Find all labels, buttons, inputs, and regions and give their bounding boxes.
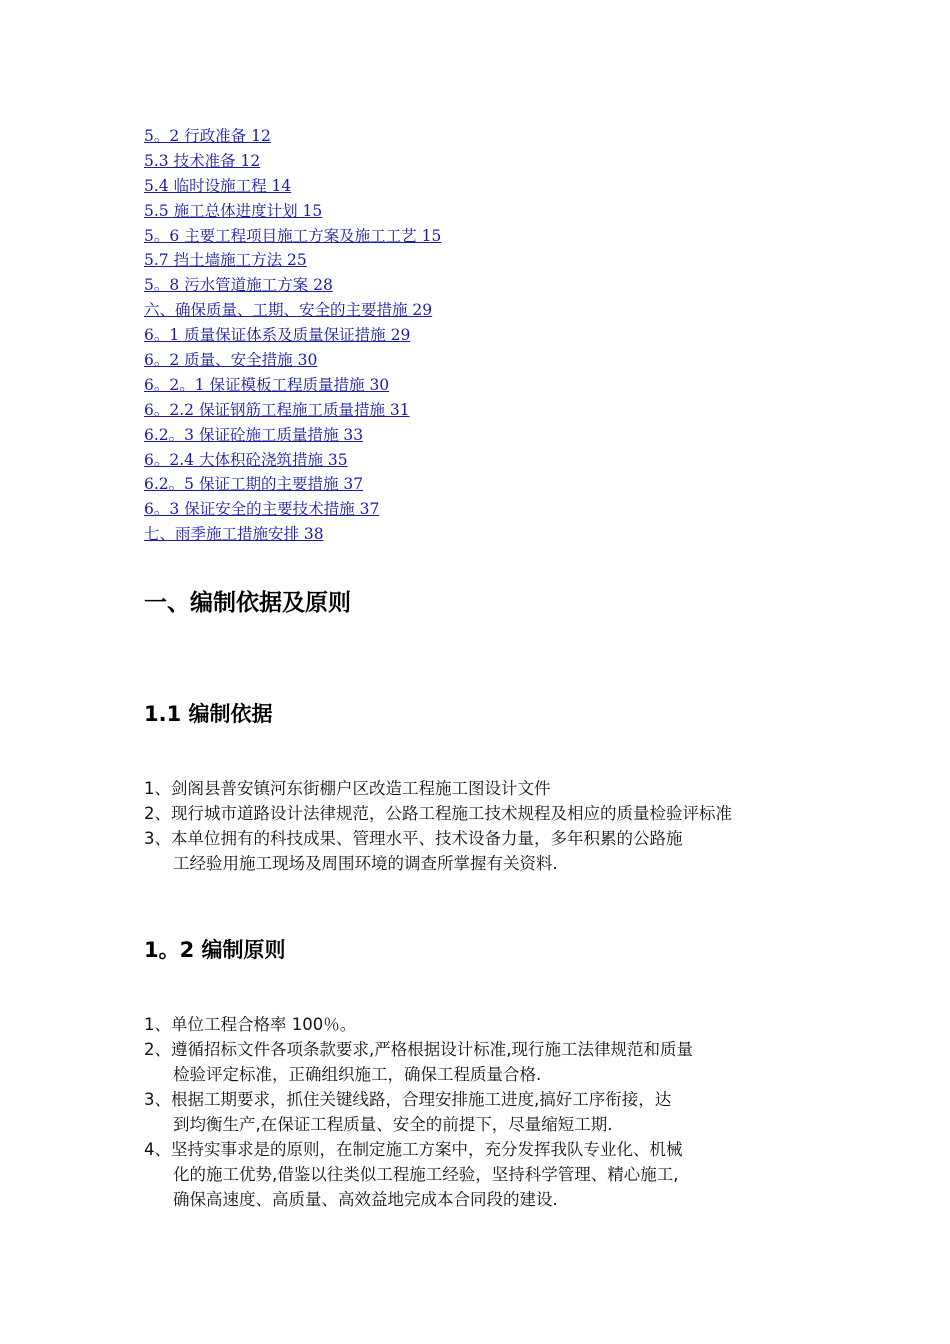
- item-text-continued: 到均衡生产,在保证工程质量、安全的前提下，尽量缩短工期.: [173, 1115, 613, 1134]
- item-text: 根据工期要求，抓住关键线路，合理安排施工进度,搞好工序衔接，达: [171, 1090, 672, 1109]
- toc-link[interactable]: 5。8 污水管道施工方案 28: [144, 276, 333, 295]
- toc-entry[interactable]: [144, 298, 441, 323]
- toc-link[interactable]: 5.4 临时设施工程 14: [144, 176, 292, 195]
- toc-link[interactable]: 6。3 保证安全的主要技术措施 37: [144, 500, 380, 519]
- list-item: [144, 776, 824, 801]
- toc-entry[interactable]: [144, 174, 441, 199]
- toc-link[interactable]: 6.2。3 保证砼施工质量措施 33: [144, 425, 364, 444]
- toc-link[interactable]: 6。2.2 保证钢筋工程施工质量措施 31: [144, 400, 410, 419]
- item-text: 本单位拥有的科技成果、管理水平、技术设备力量，多年积累的公路施: [171, 829, 683, 848]
- list-item: [144, 1012, 824, 1037]
- toc-entry[interactable]: [144, 497, 441, 522]
- toc-link[interactable]: 6.2。5 保证工期的主要措施 37: [144, 475, 364, 494]
- toc-link[interactable]: 6。2 质量、安全措施 30: [144, 351, 318, 370]
- item-number: 3、: [144, 829, 171, 848]
- toc-entry[interactable]: [144, 248, 441, 273]
- principles-list: [144, 1012, 824, 1212]
- toc-link[interactable]: 5。2 行政准备 12: [144, 127, 271, 145]
- list-item: [144, 1137, 824, 1212]
- toc-entry[interactable]: [144, 199, 441, 224]
- table-of-contents: [144, 124, 441, 547]
- item-number: 2、: [144, 804, 171, 823]
- toc-link[interactable]: 六、确保质量、工期、安全的主要措施 29: [144, 301, 433, 320]
- item-number: 1、: [144, 779, 171, 798]
- toc-link[interactable]: 5.5 施工总体进度计划 15: [144, 201, 323, 220]
- toc-link[interactable]: 5.7 挡土墙施工方法 25: [144, 251, 307, 270]
- item-text-continued: 化的施工优势,借鉴以往类似工程施工经验，坚持科学管理、精心施工, 确保高速度、高质量、高效益地完成本合同段的建设.: [173, 1165, 679, 1209]
- toc-link[interactable]: 6。2。1 保证模板工程质量措施 30: [144, 375, 390, 394]
- toc-link[interactable]: 七、雨季施工措施安排 38: [144, 525, 324, 544]
- toc-entry[interactable]: [144, 149, 441, 174]
- toc-entry[interactable]: [144, 323, 441, 348]
- item-text: 现行城市道路设计法律规范，公路工程施工技术规程及相应的质量检验评标准: [171, 804, 732, 823]
- item-number: 3、: [144, 1090, 171, 1109]
- toc-entry[interactable]: [144, 273, 441, 298]
- list-item: [144, 826, 824, 876]
- toc-entry[interactable]: [144, 398, 441, 423]
- item-text: 坚持实事求是的原则，在制定施工方案中，充分发挥我队专业化、机械: [171, 1140, 683, 1159]
- toc-link[interactable]: 5.3 技术准备 12: [144, 151, 261, 170]
- toc-entry[interactable]: [144, 124, 441, 149]
- toc-entry[interactable]: [144, 373, 441, 398]
- basis-list: [144, 776, 824, 876]
- item-text-continued: 检验评定标准，正确组织施工，确保工程质量合格.: [173, 1065, 542, 1084]
- toc-entry[interactable]: [144, 348, 441, 373]
- item-text: 剑阁县普安镇河东街棚户区改造工程施工图设计文件: [171, 779, 551, 798]
- item-text: 遵循招标文件各项条款要求,严格根据设计标准,现行施工法律规范和质量: [171, 1040, 693, 1059]
- item-number: 1、: [144, 1015, 171, 1034]
- subsection-heading-basis: 1.1 编制依据: [144, 702, 273, 726]
- toc-link[interactable]: 5。6 主要工程项目施工方案及施工工艺 15: [144, 226, 442, 245]
- item-number: 4、: [144, 1140, 171, 1159]
- toc-link[interactable]: 6。1 质量保证体系及质量保证措施 29: [144, 326, 411, 345]
- toc-entry[interactable]: [144, 522, 441, 547]
- toc-entry[interactable]: [144, 448, 441, 473]
- list-item: [144, 1087, 824, 1137]
- toc-entry[interactable]: [144, 224, 441, 249]
- item-text-continued: 工经验用施工现场及周围环境的调查所掌握有关资料.: [173, 854, 558, 873]
- list-item: [144, 1037, 824, 1087]
- toc-entry[interactable]: [144, 423, 441, 448]
- toc-entry[interactable]: [144, 472, 441, 497]
- section-heading: 一、编制依据及原则: [144, 590, 351, 616]
- item-text: 单位工程合格率 100％。: [171, 1015, 357, 1034]
- subsection-heading-principles: 1。2 编制原则: [144, 938, 286, 962]
- item-number: 2、: [144, 1040, 171, 1059]
- toc-link[interactable]: 6。2.4 大体积砼浇筑措施 35: [144, 450, 348, 469]
- list-item: [144, 801, 809, 826]
